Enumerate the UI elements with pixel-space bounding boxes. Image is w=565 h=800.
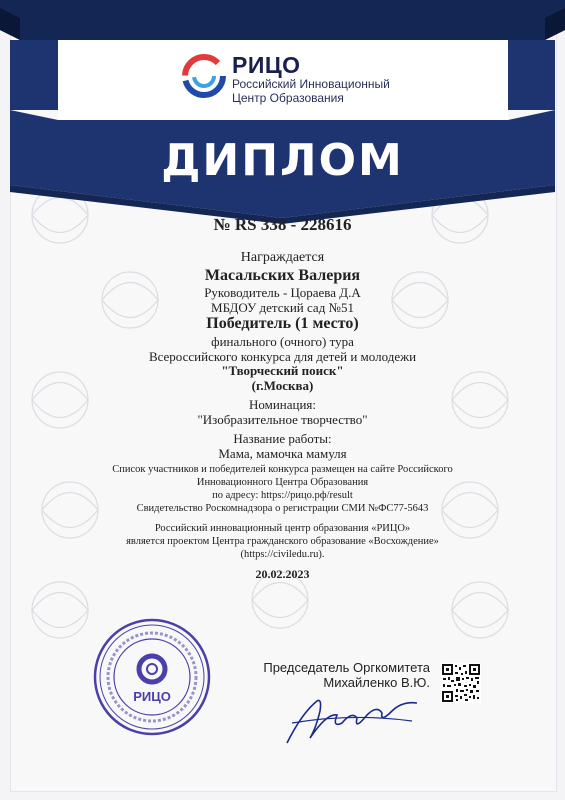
- contest: Всероссийского конкурса для детей и молодежи: [148, 349, 417, 364]
- project-line1: Российский инновационный центр образования «РИЦО»: [154, 523, 411, 534]
- contest-city: (г.Москва): [251, 378, 314, 393]
- project-line2: является проектом Центра гражданского образование «Восхождение»: [126, 536, 439, 547]
- nomination: "Изобразительное творчество": [197, 412, 368, 427]
- info-line4: Свидетельство Роскомнадзора о регистрации СМИ №ФС77-5643: [136, 503, 429, 514]
- contest-name: "Творческий поиск": [221, 363, 344, 378]
- header-banner: [0, 0, 565, 235]
- work-label: Название работы:: [233, 431, 332, 446]
- diploma-number: № RS 338 - 228616: [213, 215, 352, 234]
- round: финального (очного) тура: [211, 334, 354, 349]
- official-seal: [92, 617, 212, 737]
- seal-center-text: РИЦО: [133, 689, 171, 704]
- info-line2: Инновационного Центра Образования: [196, 477, 369, 488]
- rico-logo-icon: [182, 54, 226, 98]
- recipient-name: Масальских Валерия: [204, 267, 361, 284]
- diploma-date: 20.02.2023: [255, 567, 310, 581]
- signature-block: [252, 660, 430, 690]
- diploma-title: ДИПЛОМ: [161, 135, 404, 186]
- rico-logo: [182, 52, 392, 105]
- place: Победитель (1 место): [206, 315, 359, 332]
- chair-name: Михайленко В.Ю.: [323, 675, 430, 690]
- logo-line1: Российский Инновационный: [232, 77, 390, 91]
- logo-line2: Центр Образования: [232, 91, 344, 105]
- work-title: Мама, мамочка мамуля: [218, 446, 347, 461]
- nomination-label: Номинация:: [248, 397, 317, 412]
- info-line3: по адресу: https://рицо.рф/result: [212, 490, 353, 501]
- info-line1: Список участников и победителей конкурса размещен на сайте Российского: [112, 464, 453, 475]
- project-line3: (https://civiledu.ru).: [240, 549, 325, 560]
- awarded-label: Награждается: [240, 250, 325, 265]
- qr-code[interactable]: [441, 663, 481, 703]
- handwritten-signature: [282, 693, 422, 748]
- institution: МБДОУ детский сад №51: [211, 300, 354, 315]
- supervisor: Руководитель - Цораева Д.А: [204, 285, 361, 300]
- logo-brand: РИЦО: [232, 52, 301, 78]
- chair-title: Председатель Оргкомитета: [263, 660, 430, 675]
